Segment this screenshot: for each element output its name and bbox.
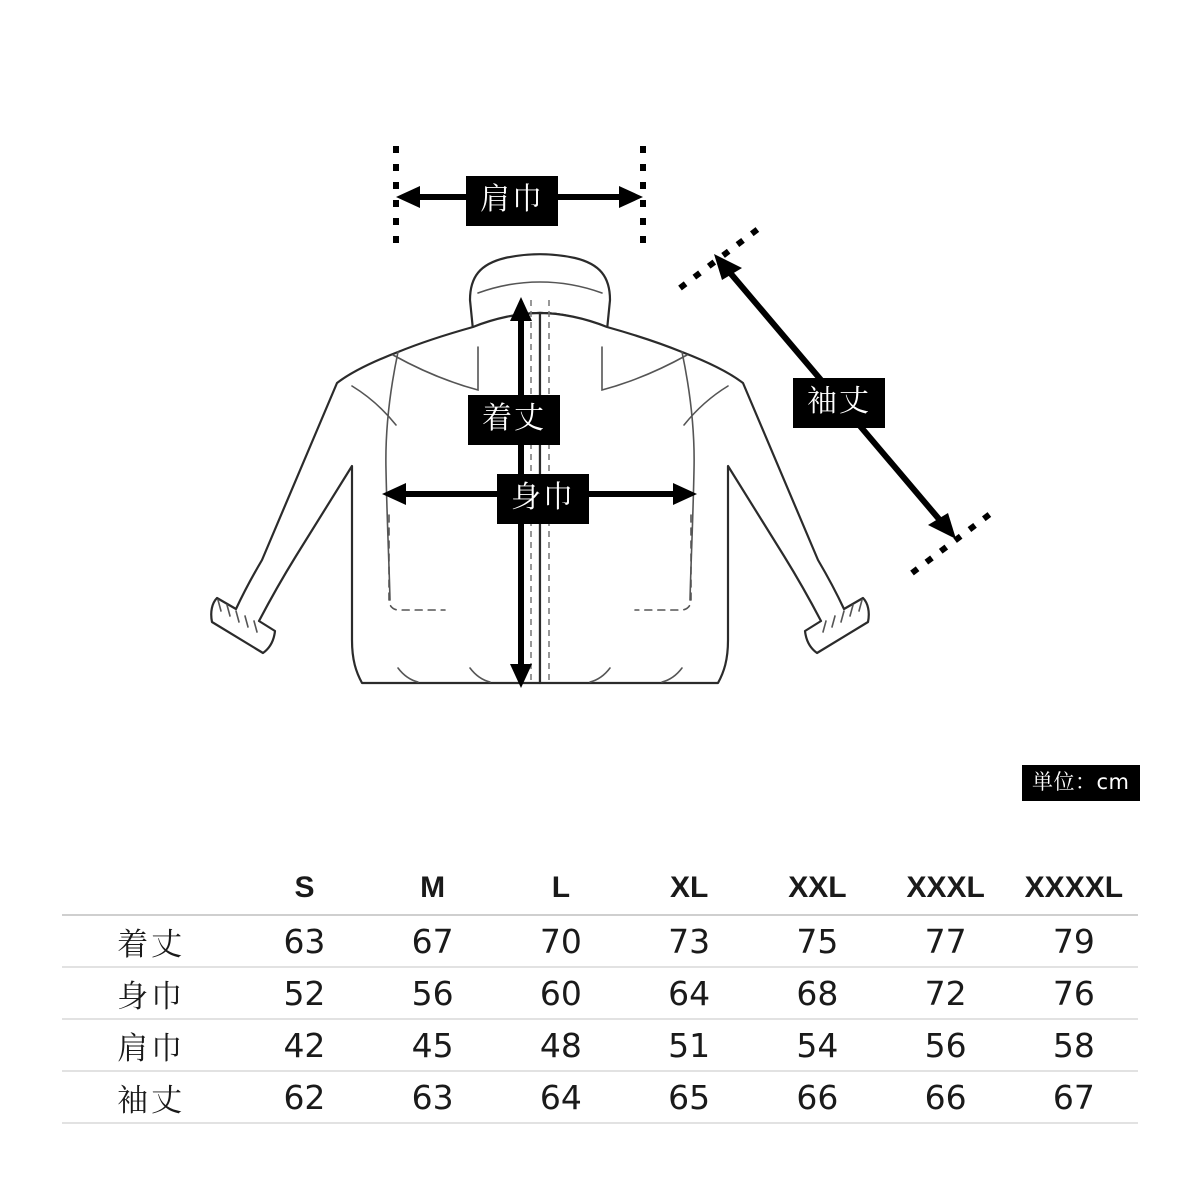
cell-body-width-xxxxl: 76 [1010, 967, 1138, 1019]
cell-body-length-l: 70 [497, 915, 625, 967]
unit-note: 単位：cm [1022, 765, 1140, 801]
column-header-l: L [497, 862, 625, 915]
cell-sleeve-length-m: 63 [369, 1071, 497, 1123]
table-header-row [62, 862, 1138, 915]
cell-body-length-m: 67 [369, 915, 497, 967]
row-label-body-length: 着丈 [62, 915, 240, 967]
table-row [62, 1071, 1138, 1123]
cell-body-width-s: 52 [240, 967, 368, 1019]
table-row [62, 1019, 1138, 1071]
cell-body-length-xxl: 75 [753, 915, 881, 967]
cell-shoulder-width-xxxxl: 58 [1010, 1019, 1138, 1071]
cell-sleeve-length-xxxxl: 67 [1010, 1071, 1138, 1123]
table-body [62, 915, 1138, 1123]
cell-sleeve-length-l: 64 [497, 1071, 625, 1123]
cell-body-width-xl: 64 [625, 967, 753, 1019]
column-header-s: S [240, 862, 368, 915]
column-header-xxxl: XXXL [882, 862, 1010, 915]
size-table [62, 862, 1138, 1124]
cell-shoulder-width-s: 42 [240, 1019, 368, 1071]
row-label-shoulder-width: 肩巾 [62, 1019, 240, 1071]
cell-body-length-xxxl: 77 [882, 915, 1010, 967]
cell-sleeve-length-xl: 65 [625, 1071, 753, 1123]
table-row [62, 967, 1138, 1019]
cell-body-length-xxxxl: 79 [1010, 915, 1138, 967]
column-header-xl: XL [625, 862, 753, 915]
cell-body-length-s: 63 [240, 915, 368, 967]
label-body-width: 身巾 [497, 474, 589, 524]
row-label-sleeve-length: 袖丈 [62, 1071, 240, 1123]
label-sleeve-length: 袖丈 [793, 378, 885, 428]
column-header-m: M [369, 862, 497, 915]
cell-shoulder-width-xxl: 54 [753, 1019, 881, 1071]
label-shoulder-width: 肩巾 [466, 176, 558, 226]
cell-sleeve-length-xxl: 66 [753, 1071, 881, 1123]
cell-body-length-xl: 73 [625, 915, 753, 967]
cell-body-width-m: 56 [369, 967, 497, 1019]
cell-shoulder-width-l: 48 [497, 1019, 625, 1071]
table-corner-cell [62, 862, 240, 915]
cell-sleeve-length-s: 62 [240, 1071, 368, 1123]
cell-body-width-l: 60 [497, 967, 625, 1019]
cell-shoulder-width-m: 45 [369, 1019, 497, 1071]
table-header [62, 862, 1138, 915]
cell-shoulder-width-xxxl: 56 [882, 1019, 1010, 1071]
cell-sleeve-length-xxxl: 66 [882, 1071, 1010, 1123]
column-header-xxl: XXL [753, 862, 881, 915]
table-row [62, 915, 1138, 967]
label-body-length: 着丈 [468, 395, 560, 445]
cell-body-width-xxxl: 72 [882, 967, 1010, 1019]
cell-shoulder-width-xl: 51 [625, 1019, 753, 1071]
row-label-body-width: 身巾 [62, 967, 240, 1019]
cell-body-width-xxl: 68 [753, 967, 881, 1019]
size-table-container [62, 862, 1138, 1124]
column-header-xxxxl: XXXXL [1010, 862, 1138, 915]
